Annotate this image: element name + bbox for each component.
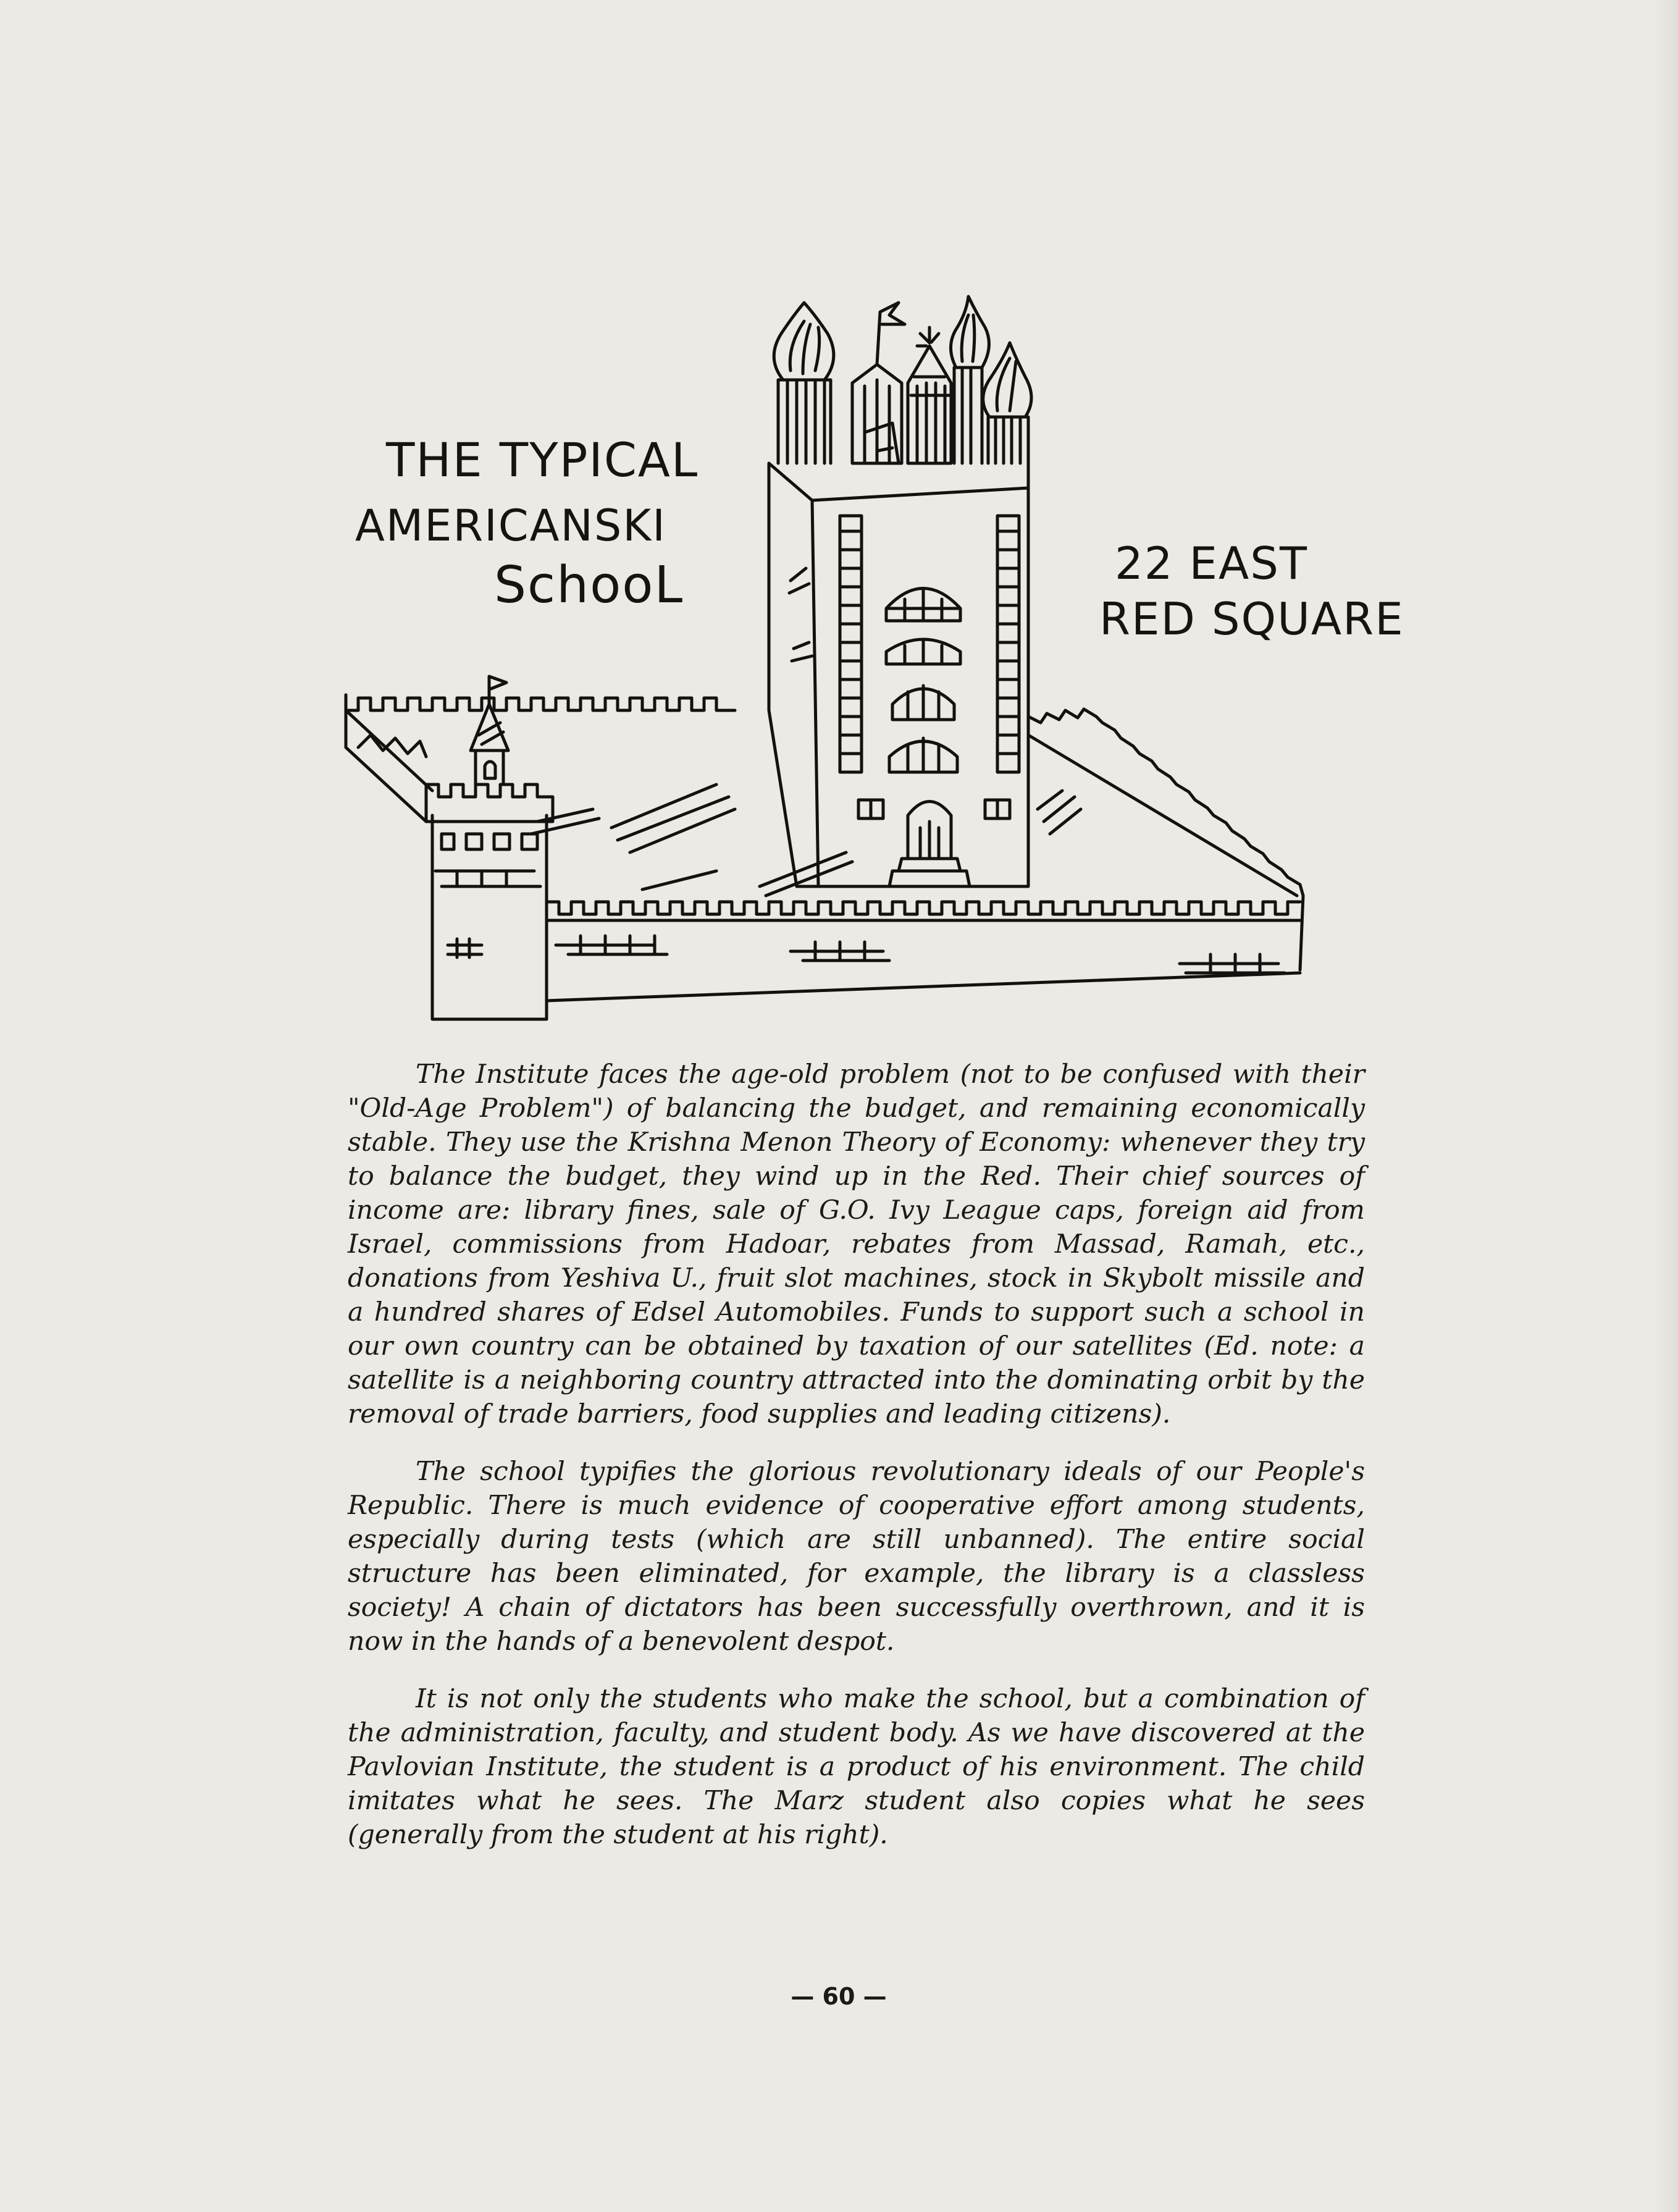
caption-left-line-1: THE TYPICAL (386, 432, 699, 487)
caption-left-line-2: AMERICANSKI (355, 500, 666, 551)
article-body (348, 1058, 1365, 1875)
page-number: — 60 — (791, 1983, 887, 2010)
caption-right-line-1: 22 EAST (1115, 537, 1308, 589)
kremlin-school-illustration (334, 278, 1383, 1025)
page-edge-shadow (1653, 0, 1678, 2212)
paragraph: The Institute faces the age-old problem (not to be confused with their "Old-Age Problem") of balancing the budget, and remaining economically stable. They use the Krishna Menon Theory of Economy: whenever they try to balance the budget, they wind up in the Red. Their chief sources of income are: library fines, sale of G.O. Ivy League caps, foreign aid from Israel, commissions from Hadoar, rebates from Massad, Ramah, etc., donations from Yeshiva U., fruit slot machines, stock in Skybolt missile and a hundred shares of Edsel Automobiles. Funds to support such a school in our own country can be obtained by taxation of our satellites (Ed. note: a satellite is a neighboring country attracted into the dominating orbit by the removal of trade barriers, food supplies and leading citizens). (348, 1059, 1365, 1429)
paragraph: The school typifies the glorious revolutionary ideals of our People's Republic. There is much evidence of cooperative effort among students, especially during tests (which are still unbanned). The entire social structure has been eliminated, for example, the library is a classless society! A chain of dictators has been successfully overthrown, and it is now in the hands of a benevolent despot. (348, 1457, 1365, 1657)
caption-left-line-3: SchooL (494, 556, 684, 615)
paragraph: It is not only the students who make the school, but a combination of the administration, faculty, and student body. As we have discovered at the Pavlovian Institute, the student is a product of his environment. The child imitates what he sees. The Marz student also copies what he sees (generally from the student at his right). (348, 1684, 1365, 1850)
caption-right-line-2: RED SQUARE (1099, 593, 1404, 645)
